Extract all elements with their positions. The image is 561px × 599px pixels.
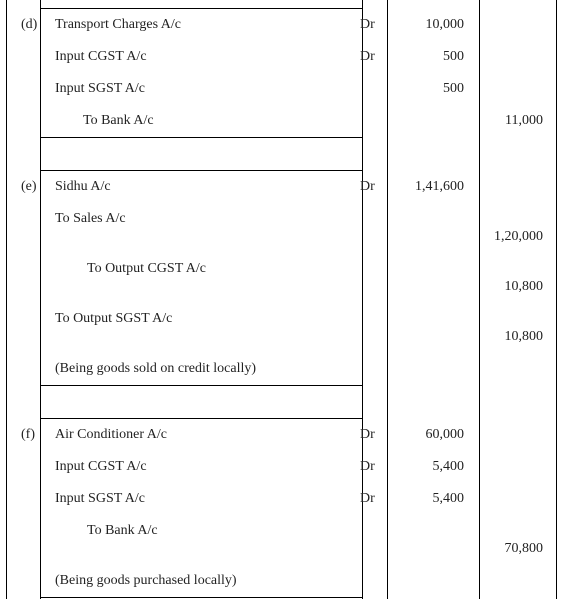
particulars-column-divider bbox=[362, 0, 363, 599]
dr-marker: Dr bbox=[360, 427, 375, 442]
account-line: Input SGST A/c bbox=[55, 81, 145, 96]
date-column-divider bbox=[40, 0, 41, 599]
account-line: Sidhu A/c bbox=[55, 179, 111, 194]
dr-marker: Dr bbox=[360, 49, 375, 64]
entry-f-top-rule bbox=[40, 418, 363, 419]
debit-column-divider bbox=[479, 0, 480, 599]
debit-amount: 500 bbox=[443, 81, 464, 96]
account-line: Input CGST A/c bbox=[55, 459, 147, 474]
account-line: To Sales A/c bbox=[55, 211, 126, 226]
debit-amount: 500 bbox=[443, 49, 464, 64]
dr-marker: Dr bbox=[360, 491, 375, 506]
credit-amount: 10,800 bbox=[504, 279, 543, 294]
account-line: To Bank A/c bbox=[87, 523, 158, 538]
lf-column-divider bbox=[387, 0, 388, 599]
account-line: Input SGST A/c bbox=[55, 491, 145, 506]
credit-amount: 11,000 bbox=[505, 113, 543, 128]
dr-marker: Dr bbox=[360, 459, 375, 474]
credit-amount: 10,800 bbox=[504, 329, 543, 344]
credit-amount: 70,800 bbox=[504, 541, 543, 556]
narration: (Being goods sold on credit locally) bbox=[55, 361, 257, 376]
dr-marker: Dr bbox=[360, 179, 375, 194]
account-line: To Bank A/c bbox=[83, 113, 154, 128]
account-line: Input CGST A/c bbox=[55, 49, 147, 64]
entry-e-top-rule bbox=[40, 170, 363, 171]
debit-amount: 5,400 bbox=[432, 459, 464, 474]
account-line: Air Conditioner A/c bbox=[55, 427, 167, 442]
account-line: To Output CGST A/c bbox=[87, 261, 206, 276]
entry-f-bottom-rule bbox=[40, 597, 363, 598]
debit-amount: 1,41,600 bbox=[415, 179, 464, 194]
credit-amount: 1,20,000 bbox=[494, 229, 543, 244]
debit-amount: 5,400 bbox=[432, 491, 464, 506]
debit-amount: 10,000 bbox=[425, 17, 464, 32]
dr-marker: Dr bbox=[360, 17, 375, 32]
narration: (Being goods purchased locally) bbox=[55, 573, 237, 588]
account-line: To Output SGST A/c bbox=[55, 311, 173, 326]
left-border bbox=[6, 0, 7, 599]
entry-d-top-rule bbox=[40, 8, 363, 9]
right-border bbox=[556, 0, 557, 599]
entry-label: (e) bbox=[21, 179, 37, 194]
account-line: Transport Charges A/c bbox=[55, 17, 181, 32]
debit-amount: 60,000 bbox=[425, 427, 464, 442]
entry-label: (f) bbox=[21, 427, 35, 442]
entry-label: (d) bbox=[21, 17, 38, 32]
entry-d-bottom-rule bbox=[40, 137, 363, 138]
entry-e-bottom-rule bbox=[40, 385, 363, 386]
